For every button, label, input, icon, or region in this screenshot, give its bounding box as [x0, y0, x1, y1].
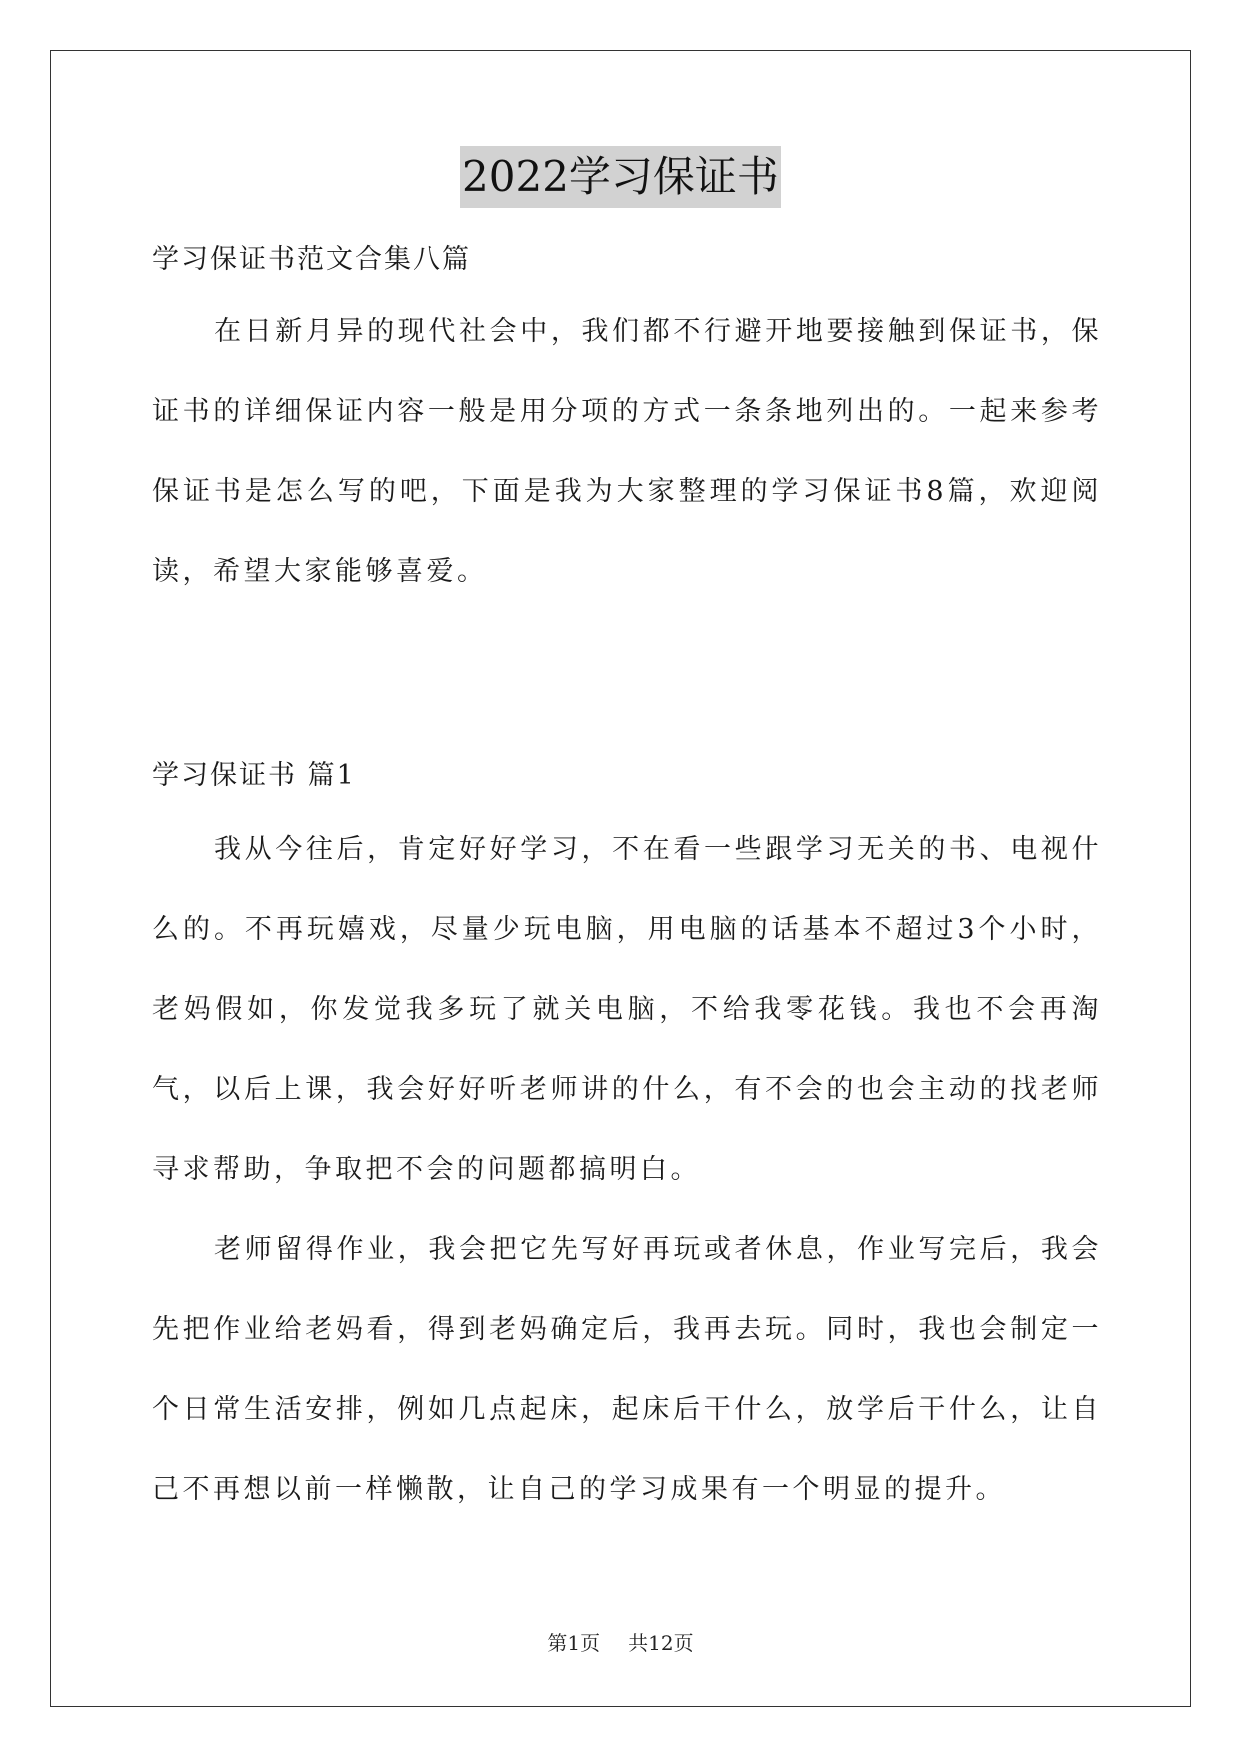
intro-paragraph: 在日新月异的现代社会中，我们都不行避开地要接触到保证书，保证书的详细保证内容一般是用分项的方式一条条地列出的。一起来参考保证书是怎么写的吧，下面是我为大家整理的学习保证书8篇，欢迎阅读，希望大家能够喜爱。: [152, 316, 1102, 587]
page-number: 第1页: [547, 1631, 601, 1655]
body-paragraph-1: 我从今往后，肯定好好学习，不在看一些跟学习无关的书、电视什么的。不再玩嬉戏，尽量少玩电脑，用电脑的话基本不超过3个小时，老妈假如，你发觉我多玩了就关电脑，不给我零花钱。我也不会再淘气，以后上课，我会好好听老师讲的什么，有不会的也会主动的找老师寻求帮助，争取把不会的问题都搞明白。: [152, 834, 1102, 1185]
page-footer: [0, 1628, 1241, 1658]
collection-subtitle: 学习保证书范文合集八篇: [152, 244, 471, 275]
document-title: 2022学习保证书: [460, 146, 781, 208]
total-pages: 共12页: [628, 1631, 694, 1655]
section-heading: 学习保证书 篇1: [152, 760, 356, 791]
body-paragraph-2: 老师留得作业，我会把它先写好再玩或者休息，作业写完后，我会先把作业给老妈看，得到老妈确定后，我再去玩。同时，我也会制定一个日常生活安排，例如几点起床，起床后干什么，放学后干什么，让自己不再想以前一样懒散，让自己的学习成果有一个明显的提升。: [152, 1234, 1102, 1505]
title-container: [0, 146, 1241, 208]
